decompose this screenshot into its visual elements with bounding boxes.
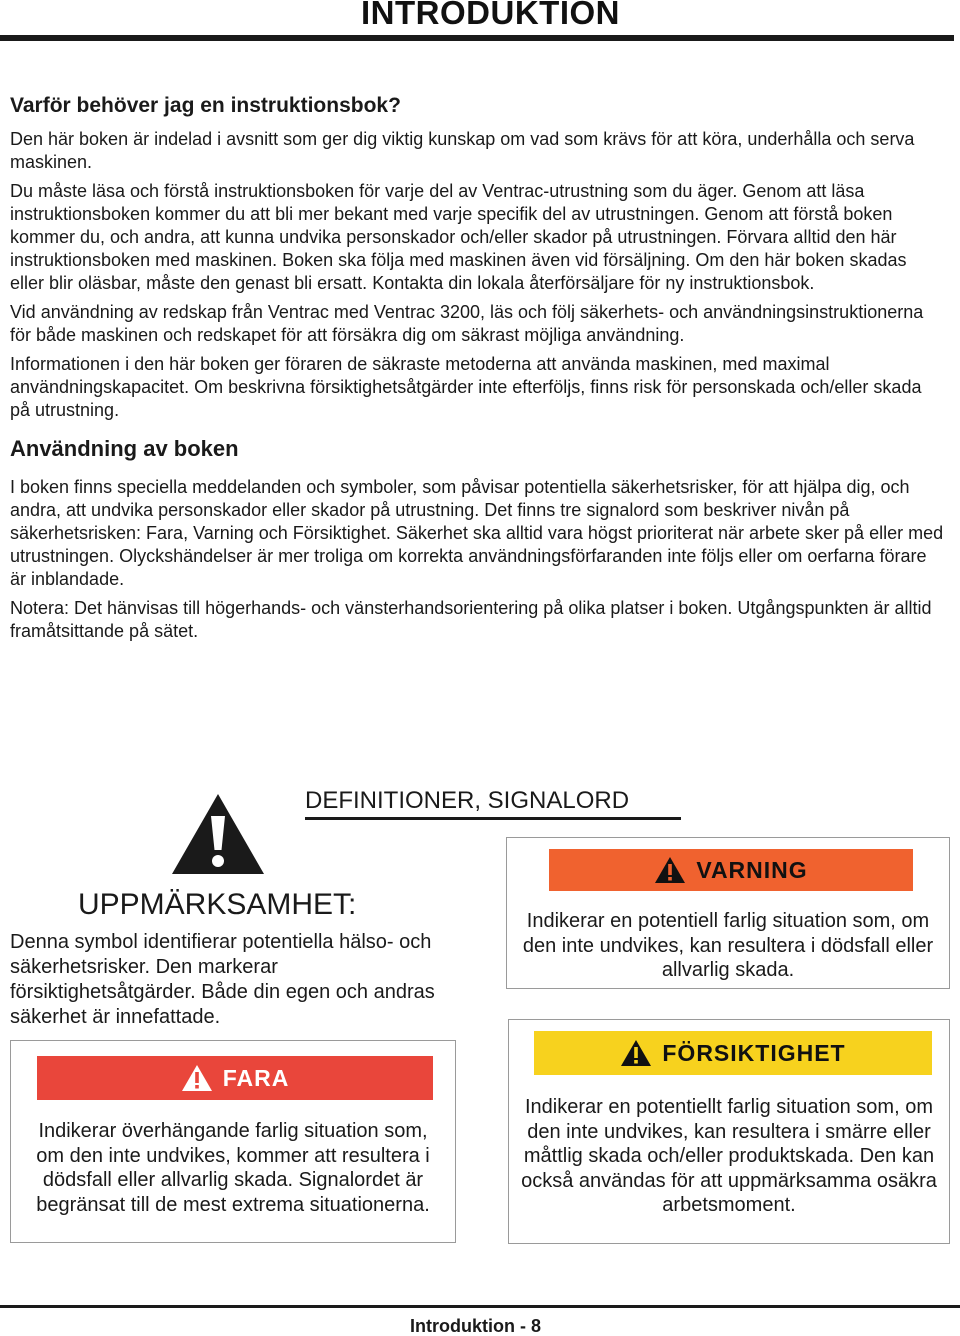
definitions-title: DEFINITIONER, SIGNALORD (305, 787, 681, 820)
varning-banner (549, 849, 913, 891)
section-heading-usage: Användning av boken (10, 436, 239, 461)
fara-text: Indikerar överhängande farlig situation som, om den inte undvikes, kommer att resultera i dödsfall eller allvarlig skada. Signalordet är begränsat till de mest extrema situationerna. (36, 1120, 430, 1216)
forsiktighet-label: FÖRSIKTIGHET (662, 1039, 846, 1066)
why-paragraph-4: Informationen i den här boken ger föraren de säkraste metoderna att använda maskinen, med maximal användningskapacitet. Om beskrivna försiktighetsåtgärder inte efterföljs, finns risk för personskada och/eller skada på utrustning. (10, 354, 922, 420)
warning-triangle-icon (654, 856, 686, 884)
section-heading-why: Varför behöver jag en instruktionsbok? (10, 94, 401, 117)
usage-paragraph-2: Notera: Det hänvisas till högerhands- och vänsterhandsorientering på olika platser i boken. Utgångspunkten är alltid framåtsittande på sätet. (10, 598, 932, 641)
why-paragraph-1: Den här boken är indelad i avsnitt som ger dig viktig kunskap om vad som krävs för att köra, underhålla och serva maskinen. (10, 129, 915, 172)
varning-text: Indikerar en potentiell farlig situation som, om den inte undvikes, kan resultera i dödsfall eller allvarlig skada. (522, 910, 934, 981)
varning-label: VARNING (696, 856, 808, 883)
why-paragraph-3: Vid användning av redskap från Ventrac med Ventrac 3200, läs och följ säkerhets- och användningsinstruktionerna för både maskinen och redskapet för att försäkra dig om säkrast möjliga användning. (10, 302, 924, 345)
fara-box (10, 1040, 456, 1243)
usage-paragraph-1: I boken finns speciella meddelanden och symboler, som påvisar potentiella säkerhetsrisker, för att hjälpa dig, och andra, att undvika personskador eller skador på utrustning. Det finns tre signalord som beskriver nivån på säkerhetsrisken: Fara, Varning och Försiktighet. Säkerhet ska alltid vara högst prioriterat när arbete sker på eller med utrustningen. Olyckshändelser är mer troliga om korrekta användningsförfaranden inte följs eller om oerfarna förare är inblandade. (10, 477, 944, 589)
warning-triangle-icon (181, 1064, 213, 1092)
warning-triangle-icon (170, 792, 266, 876)
main-content (10, 94, 945, 643)
varning-box (506, 837, 950, 989)
fara-banner (37, 1056, 433, 1100)
forsiktighet-text: Indikerar en potentiellt farlig situation som, om den inte undvikes, kan resultera i smärre eller måttlig skada och/eller produktskada. Den kan också användas för att uppmärksamma osäkra arbetsmoment. (521, 1096, 937, 1216)
warning-triangle-icon (620, 1039, 652, 1067)
header-rule (0, 35, 954, 41)
page-title: INTRODUKTION (361, 0, 620, 31)
footer-rule (0, 1305, 960, 1308)
forsiktighet-box (508, 1019, 950, 1244)
fara-label: FARA (222, 1064, 290, 1091)
forsiktighet-banner (534, 1031, 932, 1075)
attention-text: Denna symbol identifierar potentiella hälso- och säkerhetsrisker. Den markerar försiktighetsåtgärder. Både din egen och andras säkerhet är innefattade. (10, 931, 435, 1028)
attention-title: UPPMÄRKSAMHET: (78, 888, 357, 921)
why-paragraph-2: Du måste läsa och förstå instruktionsboken för varje del av Ventrac-utrustning som du äger. Genom att läsa instruktionsboken kommer du att bli mer bekant med varje specifik del av utrustningen. Genom att förstå boken kommer du, och andra, att kunna undvika personskador och/eller skador på utrustningen. Förvara alltid den här instruktionsboken med maskinen. Boken ska följa med maskinen även vid försäljning. Om den här boken skadas eller blir oläsbar, måste den genast bli ersatt. Kontakta din lokala återförsäljare för ny instruktionsbok. (10, 181, 907, 293)
page-number: Introduktion - 8 (410, 1316, 541, 1336)
page-header (0, 0, 960, 44)
